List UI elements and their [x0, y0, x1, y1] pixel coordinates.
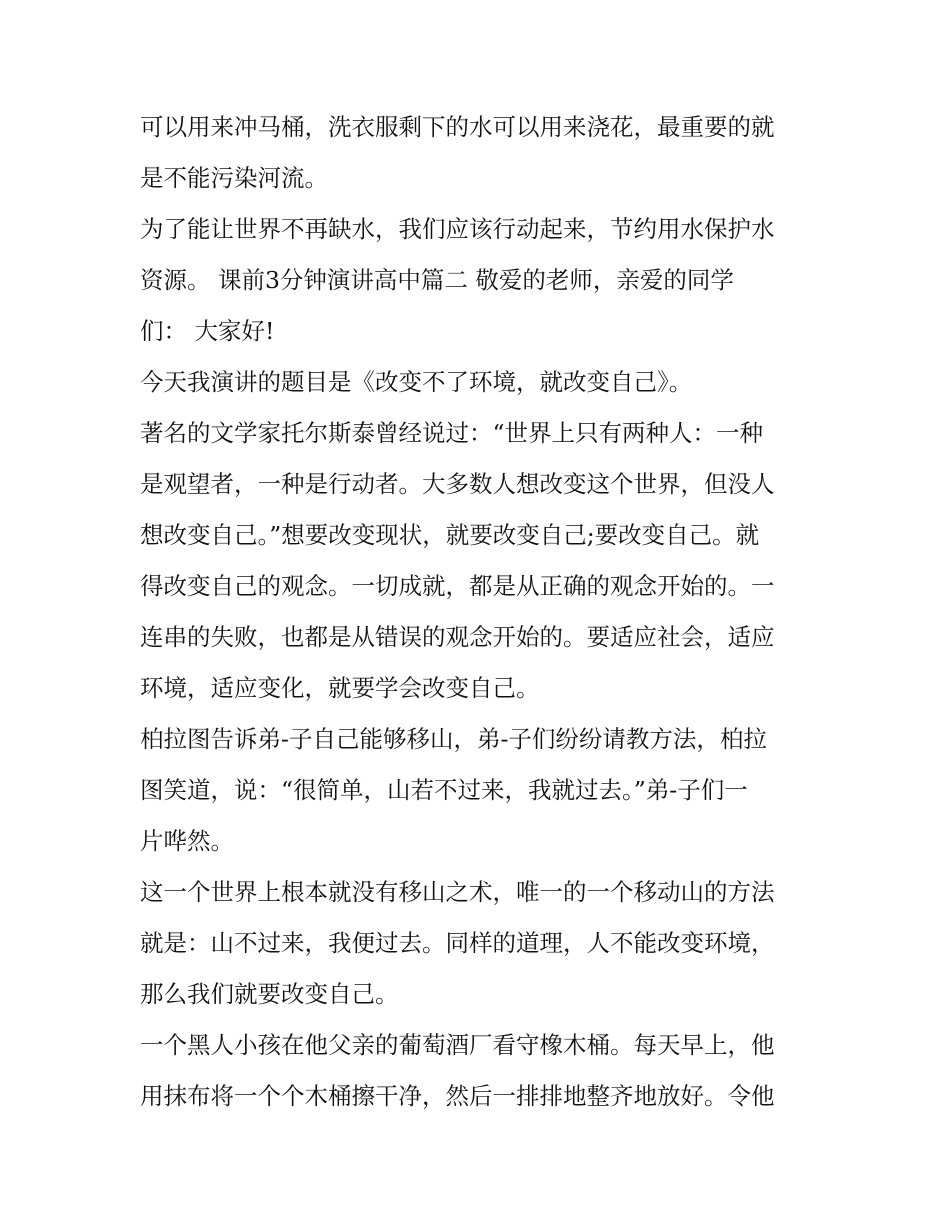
text-line: 可以用来冲马桶，洗衣服剩下的水可以用来浇花，最重要的就 [140, 113, 775, 141]
text-line: 们： 大家好! [140, 317, 275, 345]
text-line: 这一个世界上根本就没有移山之术，唯一的一个移动山的方法 [140, 878, 775, 906]
text-line: 想改变自己。”想要改变现状，就要改变自己;要改变自己。就 [140, 521, 760, 549]
text-line: 图笑道，说：“很简单，山若不过来，我就过去。”弟-子们一 [140, 776, 748, 804]
text-line: 著名的文学家托尔斯泰曾经说过：“世界上只有两种人：一种 [140, 419, 764, 447]
text-line: 用抹布将一个个木桶擦干净，然后一排排地整齐地放好。令他 [140, 1082, 775, 1110]
text-line: 环境，适应变化，就要学会改变自己。 [140, 674, 540, 702]
text-line: 那么我们就要改变自己。 [140, 980, 399, 1008]
text-line: 片哗然。 [140, 827, 234, 855]
text-line: 是观望者，一种是行动者。大多数人想改变这个世界，但没人 [140, 470, 775, 498]
text-line: 今天我演讲的题目是《改变不了环境，就改变自己》。 [140, 368, 693, 396]
text-line: 得改变自己的观念。一切成就，都是从正确的观念开始的。一 [140, 572, 775, 600]
text-line: 连串的失败，也都是从错误的观念开始的。要适应社会，适应 [140, 623, 775, 651]
text-line: 就是：山不过来，我便过去。同样的道理，人不能改变环境， [140, 929, 775, 957]
text-line: 柏拉图告诉弟-子自己能够移山，弟-子们纷纷请教方法，柏拉 [140, 725, 767, 753]
body-text [140, 102, 820, 1122]
text-line: 是不能污染河流。 [140, 164, 328, 192]
text-line: 为了能让世界不再缺水，我们应该行动起来，节约用水保护水 [140, 215, 775, 243]
text-line: 一个黑人小孩在他父亲的葡萄酒厂看守橡木桶。每天早上，他 [140, 1031, 775, 1059]
text-line: 资源。 课前3分钟演讲高中篇二 敬爱的老师，亲爱的同学 [140, 266, 734, 294]
